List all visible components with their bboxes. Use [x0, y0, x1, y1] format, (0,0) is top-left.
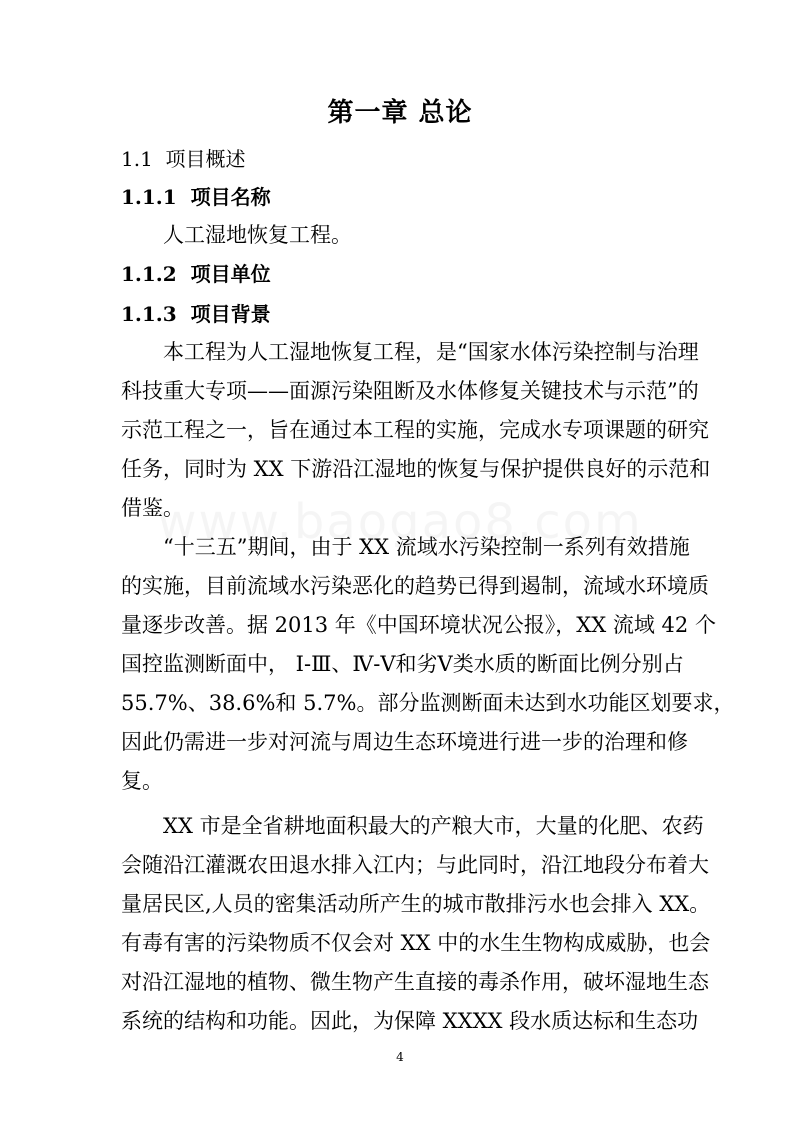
- paragraph-line: 量居民区,人员的密集活动所产生的城市散排污水也会排入 XX。: [121, 892, 711, 916]
- paragraph-line: 本工程为人工湿地恢复工程，是“国家水体污染控制与治理: [163, 340, 699, 364]
- paragraph-line: 量逐步改善。据 2013 年《中国环境状况公报》，XX 流域 42 个: [121, 613, 716, 637]
- paragraph-line: XX 市是全省耕地面积最大的产粮大市，大量的化肥、农药: [163, 814, 704, 838]
- section-title: 项目概述: [165, 147, 246, 171]
- paragraph-line: 对沿江湿地的植物、微生物产生直接的毒杀作用，破坏湿地生态: [121, 970, 709, 994]
- paragraph-line: 示范工程之一，旨在通过本工程的实施，完成水专项课题的研究: [121, 418, 709, 442]
- subsection-number: 1.1.1: [121, 185, 177, 209]
- paragraph-line: 科技重大专项——面源污染阻断及水体修复关键技术与示范”的: [121, 379, 699, 403]
- project-name-text: 人工湿地恢复工程。: [163, 223, 352, 247]
- paragraph-line: 有毒有害的污染物质不仅会对 XX 中的水生生物构成威胁，也会: [121, 931, 711, 955]
- paragraph-line: 会随沿江灌溉农田退水排入江内；与此同时，沿江地段分布着大: [121, 853, 709, 877]
- subsection-number: 1.1.2: [121, 262, 177, 286]
- paragraph-line: 借鉴。: [121, 496, 184, 520]
- subsection-heading-unit: [121, 261, 271, 287]
- subsection-heading-name: [121, 184, 271, 210]
- section-number: 1.1: [121, 147, 153, 171]
- paragraph-line: 的实施，目前流域水污染恶化的趋势已得到遏制，流域水环境质: [121, 574, 709, 598]
- paragraph-line: 因此仍需进一步对河流与周边生态环境进行进一步的治理和修: [121, 730, 688, 754]
- subsection-title: 项目单位: [190, 262, 271, 286]
- paragraph-line: 国控监测断面中， Ⅰ-Ⅲ、Ⅳ-Ⅴ和劣Ⅴ类水质的断面比例分别占: [121, 652, 684, 676]
- paragraph-line: “十三五”期间，由于 XX 流域水污染控制一系列有效措施: [163, 535, 690, 559]
- subsection-title: 项目背景: [190, 302, 271, 326]
- subsection-heading-background: [121, 301, 271, 327]
- section-heading: [121, 146, 246, 172]
- paragraph-line: 系统的结构和功能。因此，为保障 XXXX 段水质达标和生态功: [121, 1009, 699, 1033]
- paragraph-line: 任务，同时为 XX 下游沿江湿地的恢复与保护提供良好的示范和: [121, 457, 711, 481]
- subsection-number: 1.1.3: [121, 302, 177, 326]
- paragraph-line: 复。: [121, 769, 163, 793]
- page-number: 4: [396, 1050, 404, 1064]
- subsection-title: 项目名称: [190, 185, 271, 209]
- chapter-title: 第一章 总论: [327, 98, 473, 128]
- paragraph-line: 55.7%、38.6%和 5.7%。部分监测断面未达到水功能区划要求，: [121, 691, 735, 715]
